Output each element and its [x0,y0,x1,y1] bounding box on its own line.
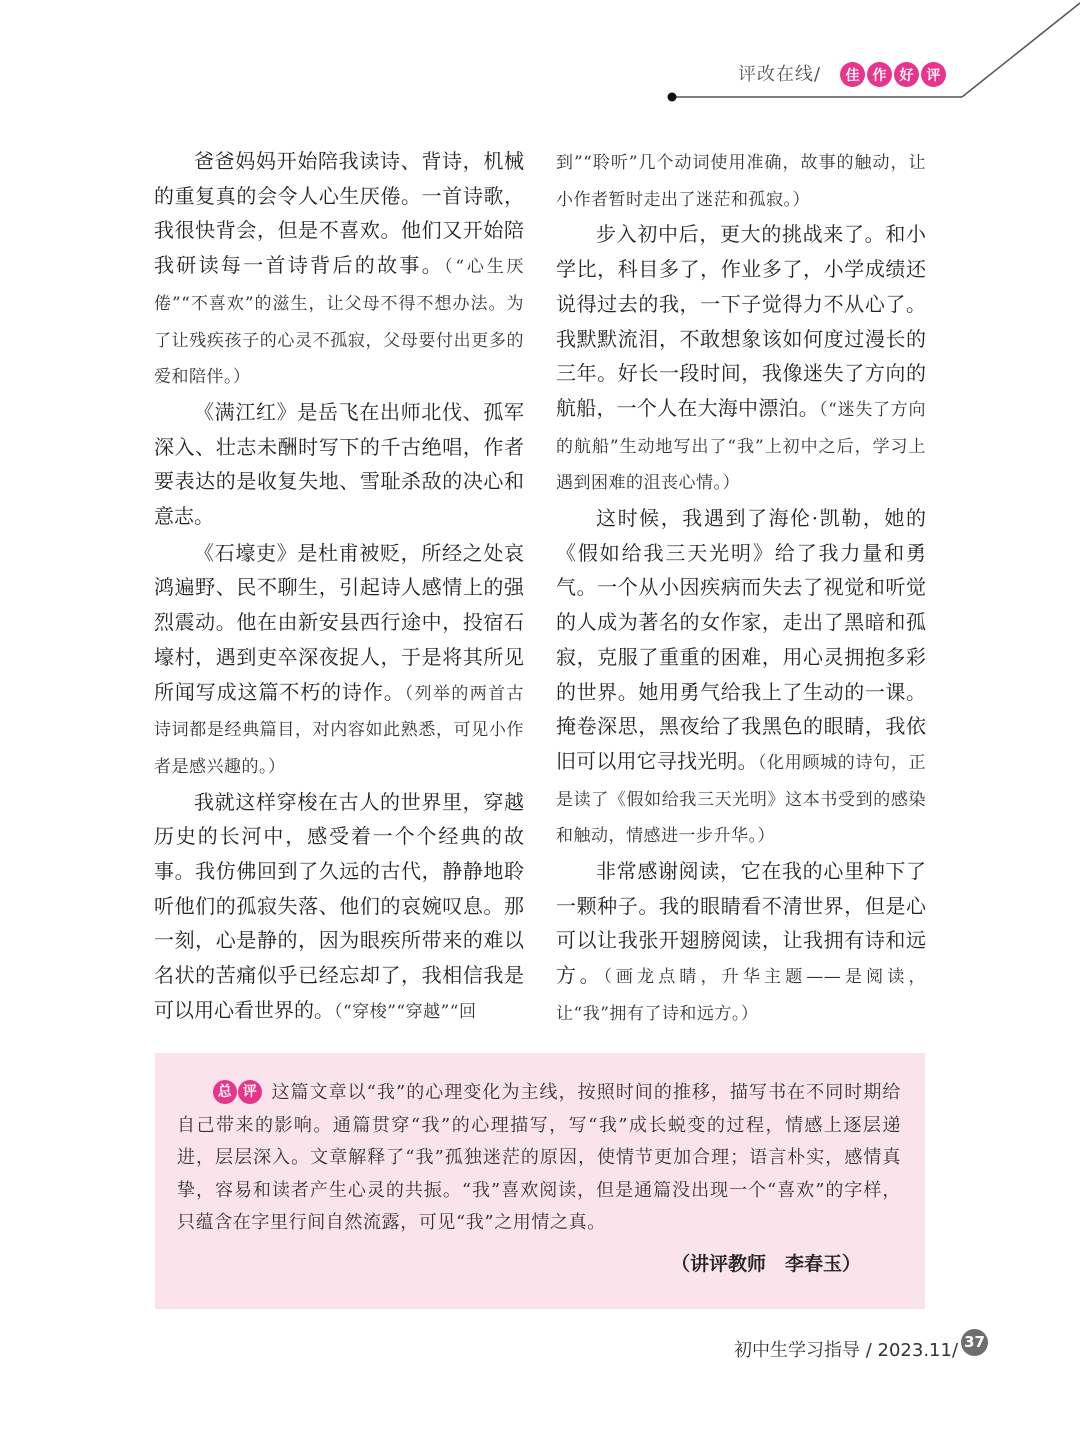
badge-ping-summary: 评 [238,1080,262,1104]
comment-note: （画龙点睛，升华主题——是阅读，让“我”拥有了诗和远方。） [556,967,926,1024]
summary-badges [213,1082,263,1103]
paragraph [556,217,926,501]
paragraph-text: 《石壕吏》是杜甫被贬，所经之处哀鸿遍野、民不聊生，引起诗人感情上的强烈震动。他在由新安县西行途中，投宿石壕村，遇到吏卒深夜捉人，于是将其所见所闻写成这篇不朽的诗作。 [154,540,524,704]
section-title: 评改在线/ [738,64,822,85]
column-badges [840,62,946,87]
comment-note: （“穿梭”“穿越”“回 [334,1001,477,1022]
badge-ping: 评 [921,62,946,87]
header-decoration [0,0,1080,110]
paragraph [556,854,926,1032]
summary-text: 这篇文章以“我”的心理变化为主线，按照时间的推移，描写书在不同时期给自己带来的影响。通篇贯穿“我”的心理描写，写“我”成长蜕变的过程，情感上逐层递进，层层深入。文章解释了“我”孤独迷茫的原因，使情节更加合理；语言朴实，感情真挚，容易和读者产生心灵的共振。“我”喜欢阅读，但是通篇没出现一个“喜欢”的字样，只蕴含在字里行间自然流露，可见“我”之用情之真。 [177,1082,901,1233]
teacher-signature: （讲评教师 李春玉） [670,1253,861,1275]
paragraph [154,536,524,785]
badge-hao: 好 [894,62,919,87]
summary-paragraph [177,1077,901,1240]
paragraph-text: 非常感谢阅读，它在我的心里种下了一颗种子。我的眼睛看不清世界，但是心可以让我张开翅膀阅读，让我拥有诗和远方。 [556,859,926,988]
paragraph-text: 步入初中后，更大的挑战来了。和小学比，科目多了，作业多了，小学成绩还说得过去的我，一下子觉得力不从心了。我默默流泪，不敢想象该如何度过漫长的三年。好长一段时间，我像迷失了方向的航船，一个人在大海中漂泊。 [556,222,926,420]
paragraph-text: 爸爸妈妈开始陪我读诗、背诗，机械的重复真的会令人心生厌倦。一首诗歌，我很快背会，但是不喜欢。他们又开始陪我研读每一首诗背后的故事。 [154,149,524,278]
paragraph-continued [556,144,926,217]
right-column [556,144,926,1032]
paragraph [154,395,524,536]
comment-note: 到”“聆听”几个动词使用准确，故事的触动，让小作者暂时走出了迷茫和孤寂。） [556,153,926,210]
page-footer [734,1333,988,1362]
paragraph-text: 我就这样穿梭在古人的世界里，穿越历史的长河中，感受着一个个经典的故事。我仿佛回到了久远的古代，静静地聆听他们的孤寂失落、他们的哀婉叹息。那一刻，心是静的，因为眼疾所带来的难以名状的苦痛似乎已经忘却了，我相信我是可以用心看世界的。 [154,789,524,1022]
comment-note: （列举的两首古诗词都是经典篇目，对内容如此熟悉，可见小作者是感兴趣的。） [154,683,525,777]
paragraph-text: 《满江红》是岳飞在出师北伐、孤军深入、壮志未酬时写下的千古绝唱，作者要表达的是收复失地、雪耻杀敌的决心和意志。 [154,399,524,529]
paragraph-text: 这时候，我遇到了海伦·凯勒，她的《假如给我三天光明》给了我力量和勇气。一个从小因疾病而失去了视觉和听觉的人成为著名的女作家，走出了黑暗和孤寂，克服了重重的困难，用心灵拥抱多彩的世界。她用勇气给我上了生动的一课。掩卷深思，黑夜给了我黑色的眼睛，我依旧可以用它寻找光明。 [556,506,926,773]
summary-box [155,1053,925,1309]
page-number: 37 [961,1329,988,1356]
left-column [154,144,524,1030]
comment-note: （“迷失了方向的航船”生动地写出了“我”上初中之后，学习上遇到困难的沮丧心情。） [556,399,927,494]
publication-info: 初中生学习指导 / 2023.11/ [734,1340,959,1361]
paragraph [556,501,926,854]
badge-zuo: 作 [867,62,892,87]
paragraph [154,144,524,395]
paragraph [154,785,524,1030]
comment-note: （化用顾城的诗句，正是读了《假如给我三天光明》这本书受到的感染和触动，情感进一步升华。） [556,752,927,847]
comment-note: （“心生厌倦”“不喜欢”的滋生，让父母不得不想办法。为了让残疾孩子的心灵不孤寂，父母要付出更多的爱和陪伴。） [154,257,524,388]
badge-zong: 总 [213,1080,237,1104]
badge-jia: 佳 [840,62,865,87]
